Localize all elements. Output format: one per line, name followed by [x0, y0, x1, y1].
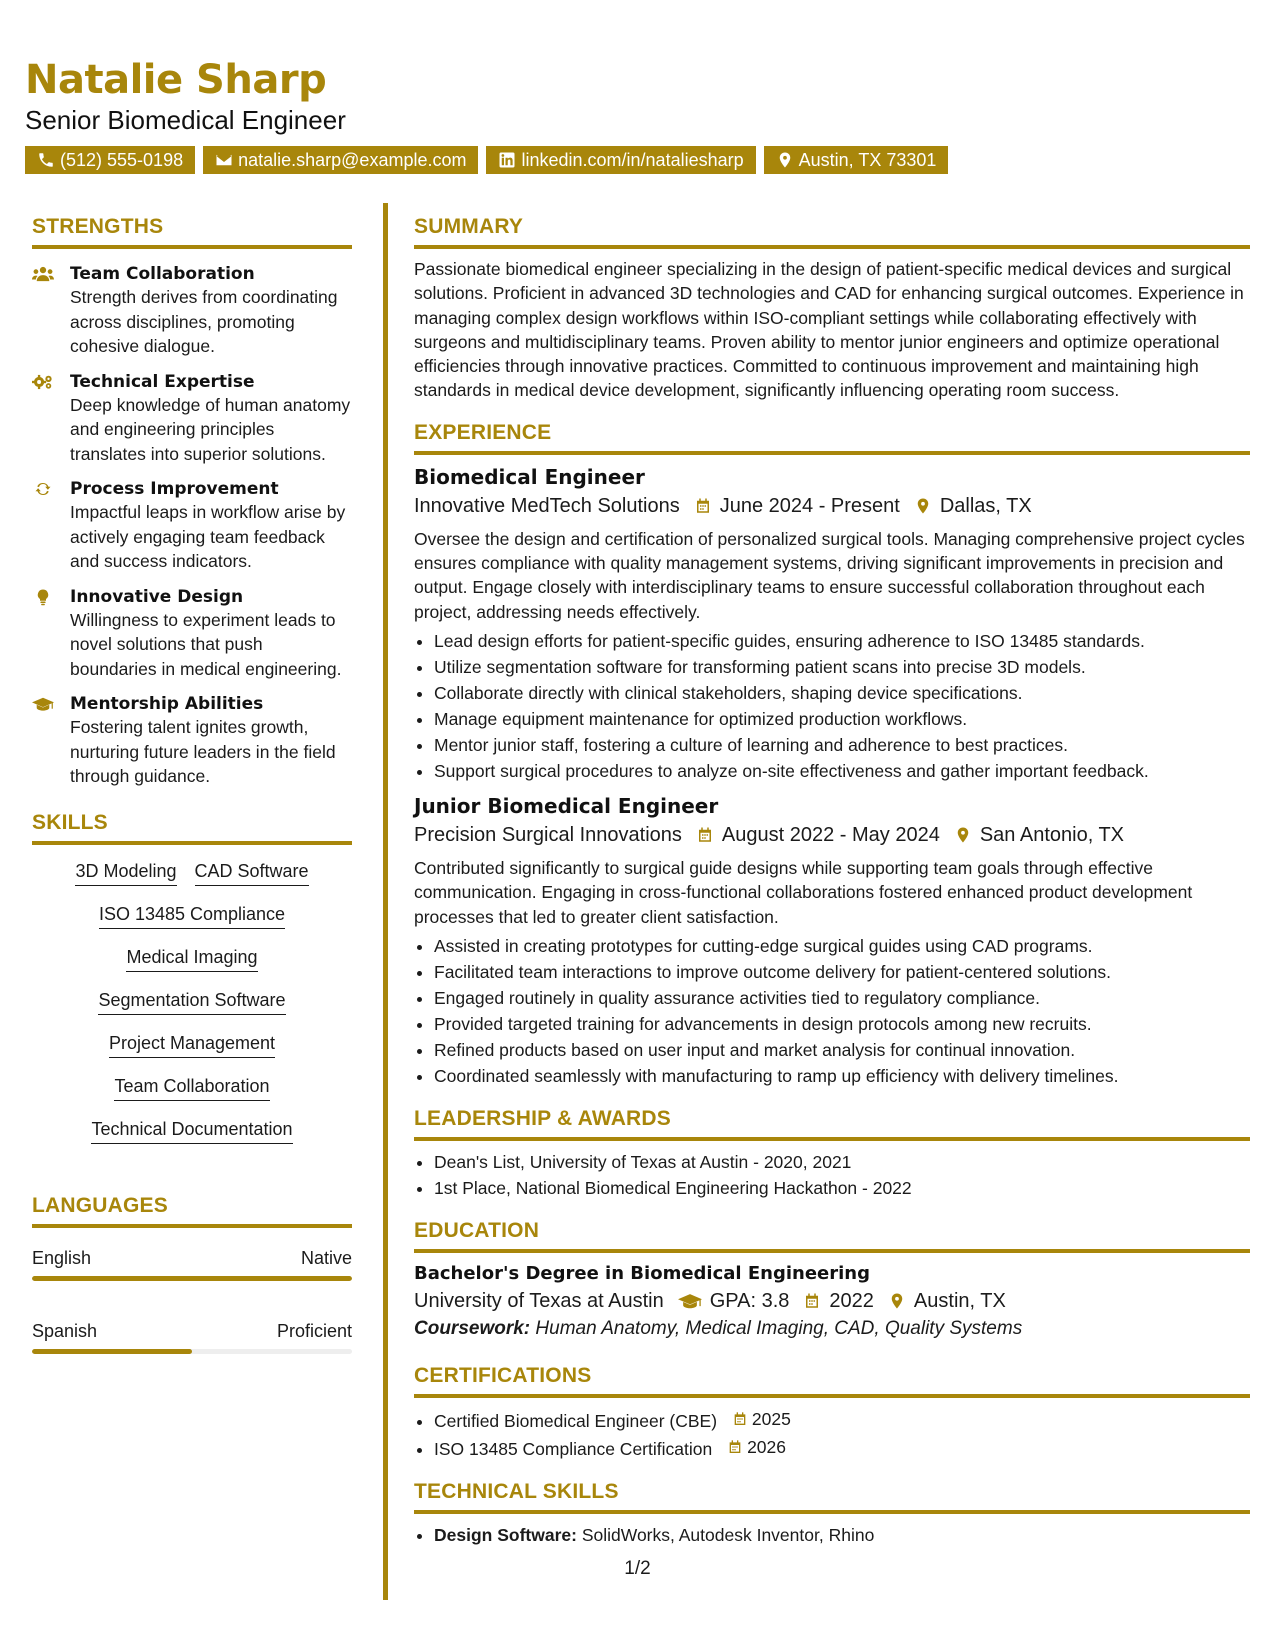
- map-pin-icon: [954, 826, 972, 844]
- graduation-cap-icon: [32, 695, 54, 713]
- language-item: [32, 1246, 352, 1281]
- list-item: • Manage equipment maintenance for optimized production workflows.: [434, 706, 1250, 732]
- education-coursework: [414, 1318, 1250, 1340]
- strength-title: Innovative Design: [70, 586, 244, 607]
- skill-tag: ISO 13485 Compliance: [99, 902, 285, 929]
- strengths-list: [32, 263, 352, 789]
- languages-heading: LANGUAGES: [32, 1194, 352, 1228]
- contact-linkedin[interactable]: [486, 146, 755, 174]
- strength-title: Process Improvement: [70, 479, 279, 499]
- skills-heading: SKILLS: [32, 811, 352, 845]
- certifications-heading: CERTIFICATIONS: [414, 1364, 1250, 1398]
- job-dates: June 2024 - Present: [719, 494, 900, 517]
- job-title: Junior Biomedical Engineer: [414, 793, 719, 818]
- resume-header: [25, 58, 1250, 174]
- strength-text: Strength derives from coordinating across disciplines, promoting cohesive dialogue.: [70, 287, 338, 356]
- strength-text: Impactful leaps in workflow arise by actively engaging team feedback and success indicators.: [70, 502, 346, 571]
- email-text: natalie.sharp@example.com: [238, 150, 467, 170]
- job-entry: [414, 465, 1250, 784]
- contact-bar: [25, 146, 1250, 174]
- graduation-cap-icon: [678, 1292, 702, 1310]
- job-bullets: [414, 628, 1250, 784]
- list-item: • Lead design efforts for patient-specific guides, ensuring adherence to ISO 13485 standards.: [434, 628, 1250, 654]
- language-bar-fill: [32, 1349, 192, 1354]
- skills-list: [32, 859, 352, 1144]
- linkedin-text: linkedin.com/in/nataliesharp: [521, 150, 744, 170]
- job-title: Biomedical Engineer: [414, 464, 645, 489]
- list-item: • Provided targeted training for advancements in design protocols among new recruits.: [434, 1011, 1250, 1037]
- list-item: • Assisted in creating prototypes for cutting-edge surgical guides using CAD programs.: [434, 933, 1250, 959]
- technical-skill-value: SolidWorks, Autodesk Inventor, Rhino: [581, 1524, 875, 1545]
- certification-name: ISO 13485 Compliance Certification: [434, 1438, 713, 1459]
- certification-year: 2026: [747, 1436, 787, 1457]
- language-bar: [32, 1276, 352, 1281]
- strength-item: [32, 693, 352, 789]
- location-text: Austin, TX 73301: [798, 150, 937, 170]
- education-heading: EDUCATION: [414, 1219, 1250, 1253]
- certification-year: 2025: [751, 1408, 791, 1429]
- skill-tag: CAD Software: [195, 859, 309, 886]
- skill-tag: 3D Modeling: [75, 859, 176, 886]
- column-divider: [383, 203, 388, 1600]
- education-degree: Bachelor's Degree in Biomedical Engineering: [414, 1262, 870, 1284]
- users-icon: [32, 265, 54, 283]
- sidebar: [32, 215, 352, 1354]
- list-item: • Collaborate directly with clinical stakeholders, shaping device specifications.: [434, 680, 1250, 706]
- contact-email[interactable]: [203, 146, 478, 174]
- list-item: • Coordinated seamlessly with manufacturing to ramp up efficiency with delivery timelines.: [434, 1063, 1250, 1089]
- job-meta: [414, 822, 1250, 848]
- technical-skill-label: Design Software:: [434, 1524, 577, 1545]
- calendar-icon: [803, 1292, 821, 1310]
- technical-skills-heading: TECHNICAL SKILLS: [414, 1480, 1250, 1514]
- job-location: Dallas, TX: [939, 494, 1032, 517]
- language-level: Proficient: [276, 1320, 352, 1341]
- technical-skills-list: [414, 1522, 1250, 1548]
- list-item: • Support surgical procedures to analyze on-site effectiveness and gather important feedback.: [434, 758, 1250, 784]
- candidate-title: Senior Biomedical Engineer: [25, 105, 346, 135]
- education-year: 2022: [829, 1289, 874, 1312]
- job-description: Oversee the design and certification of personalized surgical tools. Managing comprehensive project cycles ensures compliance with quality management systems, driving significant improvements in precision and output. Engage closely with interdisciplinary teams to ensure successful collaboration throughout each project, addressing needs effectively.: [414, 528, 1245, 622]
- list-item: • Facilitated team interactions to improve outcome delivery for patient-centered solutions.: [434, 959, 1250, 985]
- job-bullets: [414, 933, 1250, 1089]
- job-location: San Antonio, TX: [979, 823, 1125, 846]
- summary-text: Passionate biomedical engineer specializing in the design of patient-specific medical devices and surgical solutions. Proficient in advanced 3D technologies and CAD for enhancing surgical outcomes. Experience in managing complex design workflows within ISO-compliant settings while collaborating effectively with surgeons and multidisciplinary teams. Proven ability to mentor junior engineers and optimize operational efficiencies through innovative practices. Committed to continuous improvement and maintaining high standards in medical device development, significantly influencing operating room success.: [414, 259, 1244, 401]
- contact-location: [764, 146, 949, 174]
- linkedin-icon: [498, 151, 516, 169]
- envelope-icon: [215, 151, 233, 169]
- job-dates: August 2022 - May 2024: [721, 823, 940, 846]
- leadership-heading: LEADERSHIP & AWARDS: [414, 1107, 1250, 1141]
- strength-item: [32, 263, 352, 359]
- lightbulb-icon: [32, 588, 54, 606]
- language-level: Native: [300, 1247, 352, 1268]
- job-company: Precision Surgical Innovations: [414, 823, 682, 846]
- strength-item: [32, 478, 352, 574]
- skill-tag: Segmentation Software: [98, 988, 285, 1015]
- education-gpa: GPA: 3.8: [709, 1289, 790, 1312]
- strength-title: Team Collaboration: [70, 264, 255, 284]
- education-meta: [414, 1288, 1250, 1314]
- job-entry: [414, 794, 1250, 1089]
- list-item: • Mentor junior staff, fostering a culture of learning and adherence to best practices.: [434, 732, 1250, 758]
- list-item: • Dean's List, University of Texas at Austin - 2020, 2021: [434, 1149, 1250, 1175]
- coursework-text: Human Anatomy, Medical Imaging, CAD, Quality Systems: [535, 1317, 1023, 1339]
- language-item: [32, 1319, 352, 1354]
- strength-text: Willingness to experiment leads to novel solutions that push boundaries in medical engineering.: [70, 609, 342, 679]
- phone-icon: [37, 151, 55, 169]
- language-name: Spanish: [32, 1320, 98, 1341]
- strength-text: Deep knowledge of human anatomy and engineering principles translates into superior solutions.: [70, 394, 351, 464]
- language-bar: [32, 1349, 352, 1354]
- language-name: English: [32, 1247, 92, 1268]
- skill-tag: Technical Documentation: [91, 1117, 292, 1144]
- main-content: [414, 215, 1250, 1548]
- candidate-name: Natalie Sharp: [25, 57, 327, 103]
- education-location: Austin, TX: [913, 1289, 1006, 1312]
- list-item: • Utilize segmentation software for transforming patient scans into precise 3D models.: [434, 654, 1250, 680]
- gears-icon: [32, 373, 54, 391]
- calendar-icon: [694, 497, 712, 515]
- phone-text: (512) 555-0198: [60, 150, 184, 170]
- calendar-icon: [727, 1439, 743, 1455]
- contact-phone[interactable]: [25, 146, 195, 174]
- map-pin-icon: [888, 1292, 906, 1310]
- skill-tag: Medical Imaging: [126, 945, 257, 972]
- job-meta: [414, 493, 1250, 519]
- strength-text: Fostering talent ignites growth, nurturing future leaders in the field through guidance.: [70, 717, 336, 786]
- strength-item: [32, 371, 352, 467]
- list-item: • Refined products based on user input and market analysis for continual innovation.: [434, 1037, 1250, 1063]
- list-item: • 1st Place, National Biomedical Engineering Hackathon - 2022: [434, 1175, 1250, 1201]
- map-pin-icon: [914, 497, 932, 515]
- strength-title: Mentorship Abilities: [70, 694, 264, 714]
- strengths-heading: STRENGTHS: [32, 215, 352, 249]
- list-item: [434, 1406, 1250, 1434]
- refresh-icon: [32, 480, 54, 498]
- list-item: [434, 1434, 1250, 1462]
- list-item: • Engaged routinely in quality assurance activities tied to regulatory compliance.: [434, 985, 1250, 1011]
- coursework-label: Coursework:: [414, 1317, 531, 1339]
- education-school: University of Texas at Austin: [414, 1289, 664, 1312]
- certifications-list: [414, 1406, 1250, 1462]
- skill-tag: Project Management: [109, 1031, 275, 1058]
- leadership-list: [414, 1149, 1250, 1201]
- summary-heading: SUMMARY: [414, 215, 1250, 249]
- experience-heading: EXPERIENCE: [414, 421, 1250, 455]
- strength-item: [32, 586, 352, 682]
- map-pin-icon: [776, 151, 794, 169]
- calendar-icon: [696, 826, 714, 844]
- skill-tag: Team Collaboration: [114, 1074, 269, 1101]
- certification-name: Certified Biomedical Engineer (CBE): [434, 1410, 718, 1431]
- job-description: Contributed significantly to surgical guide designs while supporting team goals through effective communication. Engaging in cross-functional collaborations fostered enhanced product development processes that led to greater client satisfaction.: [414, 857, 1193, 927]
- language-bar-fill: [32, 1276, 352, 1281]
- calendar-icon: [732, 1411, 748, 1427]
- list-item: [434, 1522, 1250, 1548]
- strength-title: Technical Expertise: [70, 371, 255, 392]
- job-company: Innovative MedTech Solutions: [414, 494, 680, 517]
- page-indicator: 1/2: [624, 1558, 651, 1579]
